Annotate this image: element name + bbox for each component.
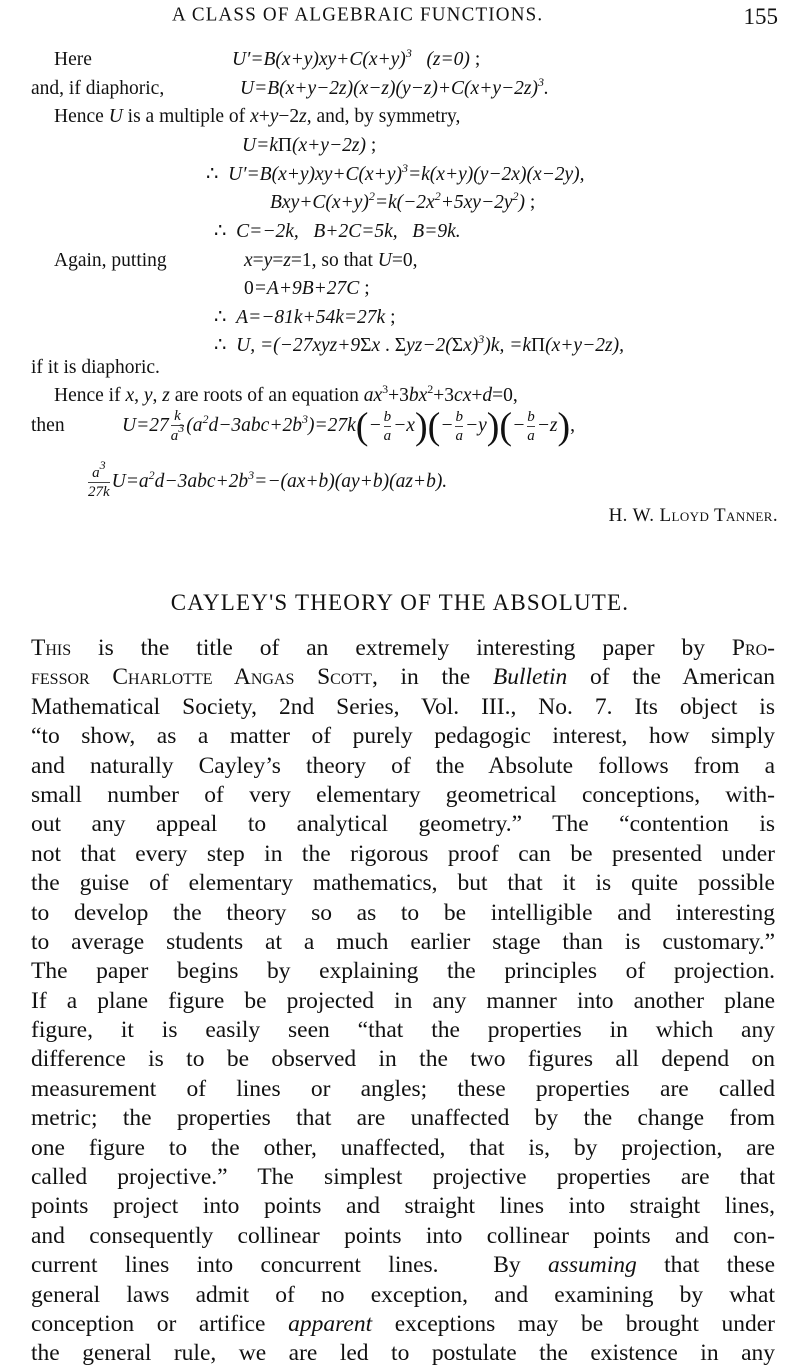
- paragraph-line: current lines into concurrent lines. By assuming that these: [31, 1252, 775, 1279]
- paragraph-line: the guise of elementary mathematics, but that it is quite possible: [31, 870, 775, 897]
- paragraph-line: metric; the properties that are unaffected by the change from: [31, 1105, 775, 1132]
- paragraph-line: “to show, as a matter of purely pedagogic interest, how simply: [31, 723, 775, 750]
- equation-final: $\frac{a^3}{27k}$ $U=a^2d-3abc+2b^3=-(ax+b)(ay+b)(az+b)$.: [88, 458, 448, 501]
- paragraph-line: points project into points and straight lines into straight lines,: [31, 1193, 775, 1220]
- derivation-line-3: Hence U is a multiple of x+y−2z, and, by symmetry,: [54, 106, 461, 127]
- paragraph-line: small number of very elementary geometrical conceptions, with-: [31, 781, 775, 808]
- paragraph-line: Mathematical Society, 2nd Series, Vol. III., No. 7. Its object is: [31, 693, 775, 720]
- paragraph-line: difference is to be observed in the two figures all depend on: [31, 1046, 775, 1073]
- equation-zero: 0=A+9B+27C ;: [244, 278, 370, 299]
- equation-u-sum: ∴ U, =(−27xyz+9Σx . $\Sigma yz-2(\Sigma x)^3)k$, =kΠ(x+y−2z),: [214, 332, 624, 356]
- article-paragraph: [31, 634, 775, 1369]
- paragraph-line: If a plane figure be projected in any manner into another plane: [31, 987, 775, 1014]
- paragraph-line: general laws admit of no exception, and examining by what: [31, 1281, 775, 1308]
- paragraph-line: out any appeal to analytical geometry.” The “contention is: [31, 811, 775, 838]
- paragraph-line: The paper begins by explaining the principles of projection.: [31, 958, 775, 985]
- equation-u-diaphoric: $U=B(x+y-2z)(x-z)(y-z)+C(x+y-2z)^3$.: [240, 75, 549, 99]
- derivation-line-12: if it is diaphoric.: [31, 357, 160, 378]
- paragraph-line: the general rule, we are led to postulate the existence in any: [31, 1340, 775, 1367]
- paragraph-line: to develop the theory so as to be intelligible and interesting: [31, 899, 775, 926]
- paragraph-line: and naturally Cayley’s theory of the Absolute follows from a: [31, 752, 775, 779]
- derivation-label: Again, putting: [54, 250, 167, 271]
- derivation-line-2: [31, 77, 164, 101]
- emphasis-assuming: assuming: [548, 1252, 637, 1279]
- paragraph-line: and consequently collinear points into collinear points and con-: [31, 1222, 775, 1249]
- derivation-label: then: [31, 415, 65, 436]
- equation-unit-point: x=y=z=1, so that U=0,: [244, 250, 418, 271]
- paragraph-line: figure, it is easily seen “that the properties in which any: [31, 1017, 775, 1044]
- paragraph-line: not that every step in the rigorous proof can be presented under: [31, 840, 775, 867]
- journal-name: Bulletin: [492, 664, 568, 691]
- running-head: [0, 2, 800, 32]
- page-number: 155: [743, 4, 778, 29]
- paragraph-line: called projective.” The simplest projective properties are that: [31, 1164, 775, 1191]
- equation-then: U=27 $\frac{k}{a^3}$ $(a^2d-3abc+2b^3)=27k(-$ $\frac{b}{a}$ −x)(− $\frac{b}{a}$ −y)(− $\frac{b}{a}$ −z),: [122, 405, 576, 448]
- equation-product: U=kΠ(x+y−2z) ;: [242, 135, 377, 156]
- derivation-label: Here: [54, 49, 92, 70]
- derivation-line-14: [31, 414, 65, 438]
- derivation-line-13: Hence if x, y, z are roots of an equation $ax^3+3bx^2+3cx+d=0$,: [54, 382, 518, 406]
- derivation-line-8: [54, 249, 167, 273]
- paragraph-line: conception or artifice apparent exceptions may be brought under: [31, 1310, 775, 1337]
- derivation-line-1: [54, 48, 92, 72]
- equation-bxy: $Bxy+C(x+y)^2=k(-2x^2+5xy-2y^2)$ ;: [270, 189, 536, 213]
- author-signature: H. W. Lloyd Tanner.: [608, 505, 778, 526]
- paragraph-line: measurement of lines or angles; these properties are called: [31, 1075, 775, 1102]
- emphasis-apparent: apparent: [288, 1310, 373, 1337]
- paragraph-line: to average students at a much earlier stage than is customary.”: [31, 928, 775, 955]
- paragraph-line: fessor Charlotte Angas Scott, in the Bulletin of the American: [31, 664, 775, 691]
- derivation-label: and, if diaphoric,: [31, 78, 165, 99]
- section-title: CAYLEY'S THEORY OF THE ABSOLUTE.: [170, 590, 630, 615]
- paragraph-line: This is the title of an extremely interesting paper by Pro-: [31, 635, 775, 661]
- running-title: A CLASS OF ALGEBRAIC FUNCTIONS.: [172, 3, 544, 26]
- equation-coefficients: ∴ C=−2k, B+2C=5k, B=9k.: [214, 221, 461, 242]
- equation-a-value: ∴ A=−81k+54k=27k ;: [214, 307, 396, 328]
- paragraph-line: one figure to the other, unaffected, that is, by projection, are: [31, 1134, 775, 1161]
- equation-therefore-1: ∴ $U'=B(x+y)xy+C(x+y)^3=k(x+y)(y-2x)(x-2y)$,: [206, 161, 585, 185]
- equation-u-prime: $U'=B(x+y)xy+C(x+y)^3$ (z=0) ;: [232, 46, 481, 70]
